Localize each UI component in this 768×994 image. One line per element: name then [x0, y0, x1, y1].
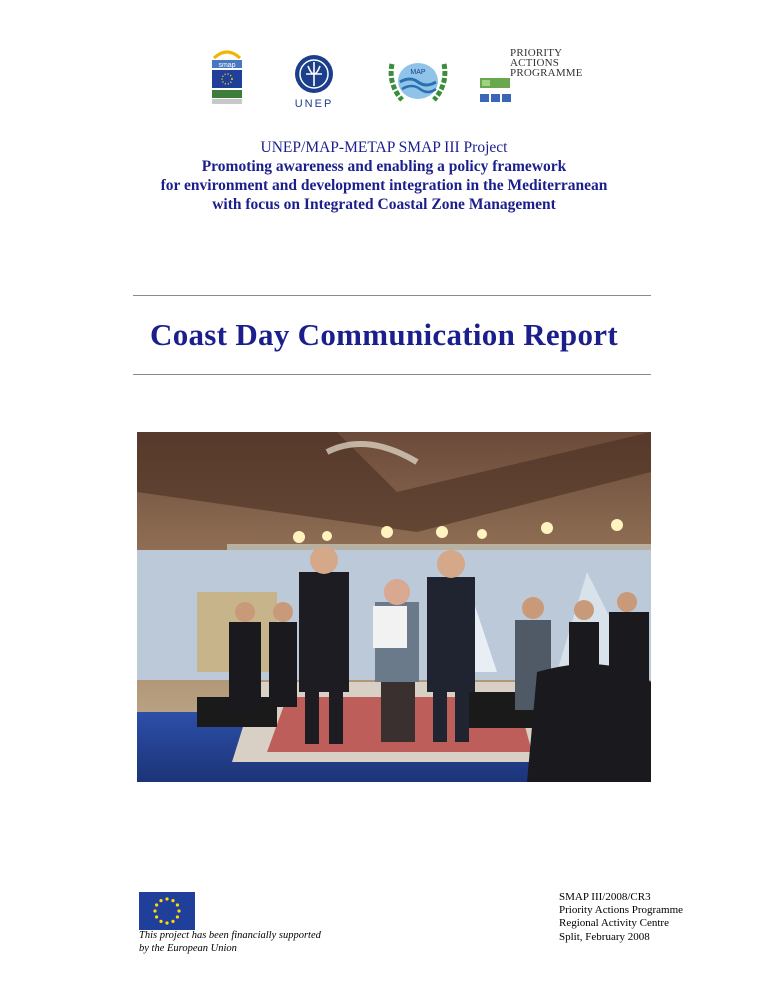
smap-logo [208, 48, 246, 106]
svg-text:smap: smap [218, 62, 236, 69]
logo-row [0, 44, 768, 114]
map-logo [384, 54, 452, 108]
map-label: MAP [410, 69, 426, 76]
eu-note-line-2: by the European Union [139, 942, 237, 954]
eu-note-line-1: This project has been financially supported [139, 930, 321, 941]
project-subtitle-line-2: for environment and development integration in the Mediterranean [160, 177, 608, 194]
project-subtitle-line-3: with focus on Integrated Coastal Zone Management [212, 196, 556, 213]
place-date: Split, February 2008 [559, 930, 650, 943]
pap-squares-icon [480, 78, 512, 106]
unep-logo [286, 52, 342, 114]
pap-wordmark: PRIORITY ACTIONS PROGRAMME [510, 47, 583, 79]
unep-emblem-icon [286, 52, 342, 98]
divider-bottom [133, 374, 651, 375]
project-name: UNEP/MAP-METAP SMAP III Project [260, 139, 508, 156]
eu-funding-note [139, 930, 321, 955]
org-line-1: Priority Actions Programme [559, 904, 684, 917]
unep-label: UNEP [294, 98, 334, 110]
project-heading [0, 138, 768, 214]
org-line-2: Regional Activity Centre [559, 917, 669, 930]
project-subtitle-line-1: Promoting awareness and enabling a policy framework [201, 158, 567, 175]
pap-logo [480, 48, 590, 108]
divider-top [133, 295, 651, 296]
ceremony-photo [137, 432, 651, 782]
reference-code: SMAP III/2008/CR3 [559, 891, 651, 903]
document-reference [559, 891, 683, 944]
eu-flag-icon [139, 892, 195, 930]
report-title: Coast Day Communication Report [150, 317, 618, 352]
